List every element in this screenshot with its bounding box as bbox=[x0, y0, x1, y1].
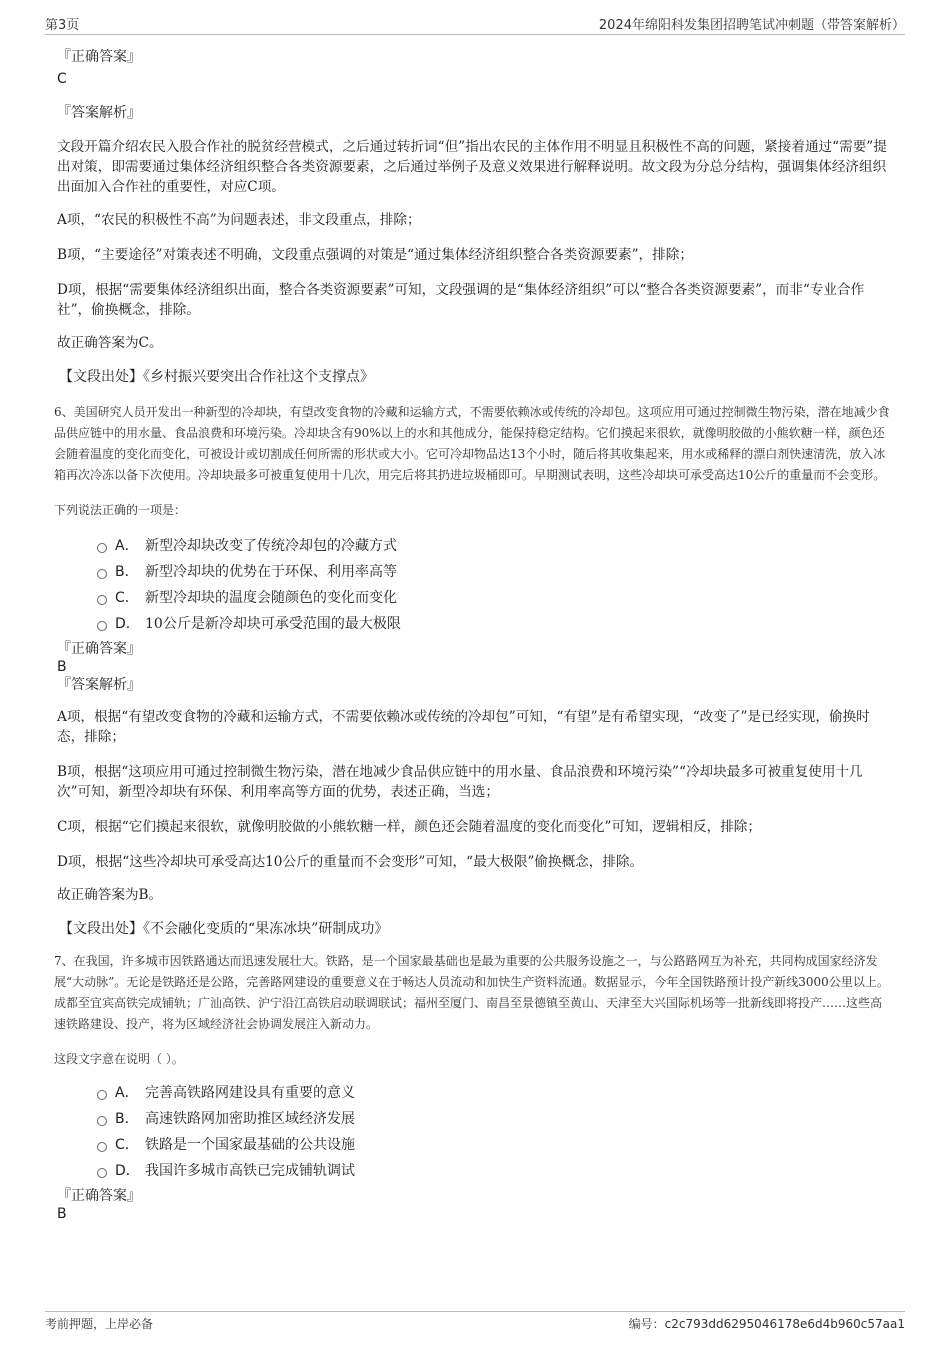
question-stem: 下列说法正确的一项是： bbox=[54, 503, 187, 517]
page-number: 第3页 bbox=[45, 18, 80, 33]
analysis-option-a: A项，根据“有望改变食物的冷藏和运输方式，不需要依赖冰或传统的冷却包”可知，“有望”是有希望实现，“改变了”是已经实现，偷换时态，排除； bbox=[57, 709, 870, 745]
analysis-option-b: B项，“主要途径”对策表述不明确，文段重点强调的对策是“通过集体经济组织整合各类资源要素”，排除； bbox=[57, 247, 693, 263]
analysis-option-a: A项，“农民的积极性不高”为问题表述，非文段重点，排除； bbox=[57, 212, 421, 228]
analysis-conclusion: 故正确答案为B。 bbox=[57, 887, 163, 903]
option-b[interactable]: B． 高速铁路网加密助推区域经济发展 bbox=[57, 1106, 890, 1132]
correct-answer-value: B bbox=[57, 659, 67, 675]
radio-button-icon[interactable] bbox=[97, 621, 107, 631]
option-d[interactable]: D． 10公斤是新冷却块可承受范围的最大极限 bbox=[57, 611, 890, 637]
radio-button-icon[interactable] bbox=[97, 1168, 107, 1178]
option-list bbox=[57, 1080, 890, 1184]
answer-analysis-label: 『答案解析』 bbox=[57, 677, 141, 693]
correct-answer-label: 『正确答案』 bbox=[57, 49, 141, 65]
answer-analysis-label: 『答案解析』 bbox=[57, 105, 141, 121]
question-stem: 这段文字意在说明（ ）。 bbox=[54, 1052, 184, 1066]
analysis-option-d: D项，根据“需要集体经济组织出面，整合各类资源要素”可知，文段强调的是“集体经济组织”可以“整合各类资源要素”，而非“专业合作社”，偷换概念，排除。 bbox=[57, 282, 865, 318]
radio-button-icon[interactable] bbox=[97, 595, 107, 605]
analysis-option-d: D项，根据“这些冷却块可承受高达10公斤的重量而不会变形”可知，“最大极限”偷换概念，排除。 bbox=[57, 854, 644, 870]
document-title: 2024年绵阳科发集团招聘笔试冲刺题（带答案解析） bbox=[598, 18, 905, 33]
radio-button-icon[interactable] bbox=[97, 569, 107, 579]
radio-button-icon[interactable] bbox=[97, 543, 107, 553]
correct-answer-label: 『正确答案』 bbox=[57, 641, 141, 657]
analysis-paragraph: 文段开篇介绍农民入股合作社的脱贫经营模式，之后通过转折词“但”指出农民的主体作用不明显且积极性不高的问题，紧接着通过“需要”提出对策，即需要通过集体经济组织整合各类资源要素，之后通过举例子及意义效果进行解释说明。故文段为分总分结构，强调集体经济组织出面加入合作社的重要性，对应C项。 bbox=[57, 139, 887, 195]
radio-button-icon[interactable] bbox=[97, 1090, 107, 1100]
analysis-conclusion: 故正确答案为C。 bbox=[57, 335, 163, 351]
option-list bbox=[57, 533, 890, 637]
option-b[interactable]: B． 新型冷却块的优势在于环保、利用率高等 bbox=[57, 559, 890, 585]
option-d[interactable]: D． 我国许多城市高铁已完成铺轨调试 bbox=[57, 1158, 890, 1184]
correct-answer-label: 『正确答案』 bbox=[57, 1188, 141, 1204]
option-c[interactable]: C． 新型冷却块的温度会随颜色的变化而变化 bbox=[57, 585, 890, 611]
analysis-option-b: B项，根据“这项应用可通过控制微生物污染，潜在地减少食品供应链中的用水量、食品浪费和环境污染”“冷却块最多可被重复使用十几次”可知，新型冷却块有环保、利用率高等方面的优势，表述正确，当选； bbox=[57, 764, 863, 800]
question-passage: 7、在我国，许多城市因铁路通达而迅速发展壮大。铁路，是一个国家最基础也是最为重要的公共服务设施之一，与公路路网互为补充，共同构成国家经济发展“大动脉”。无论是铁路还是公路，完善路网建设的重要意义在于畅达人员流动和加快生产资料流通。数据显示，今年全国铁路预计投产新线3000公里以上。成都至宜宾高铁完成铺轨；广汕高铁、沪宁沿江高铁启动联调联试；福州至厦门、南昌至景德镇至黄山、天津至大兴国际机场等一批新线即将投产……这些高速铁路建设、投产，将为区域经济社会协调发展注入新动力。 bbox=[54, 954, 889, 1031]
footer-slogan: 考前押题，上岸必备 bbox=[45, 1317, 154, 1331]
option-c[interactable]: C． 铁路是一个国家最基础的公共设施 bbox=[57, 1132, 890, 1158]
correct-answer-value: B bbox=[57, 1206, 67, 1222]
option-a[interactable]: A． 完善高铁路网建设具有重要的意义 bbox=[57, 1080, 890, 1106]
document-id: 编号：c2c793dd6295046178e6d4b960c57aa1 bbox=[628, 1317, 905, 1331]
page-header bbox=[45, 14, 905, 35]
question-passage: 6、美国研究人员开发出一种新型的冷却块，有望改变食物的冷藏和运输方式，不需要依赖冰或传统的冷却包。这项应用可通过控制微生物污染，潜在地减少食品供应链中的用水量、食品浪费和环境污染。冷却块含有90%以上的水和其他成分，能保持稳定结构。它们摸起来很软，就像明胶做的小熊软糖一样，颜色还会随着温度的变化而变化，可被设计或切割成任何所需的形状或大小。它可冷却物品达13个小时，随后将其收集起来，用水或稀释的漂白剂快速清洗，放入冰箱再次冷冻以备下次使用。冷却块最多可被重复使用十几次，用完后将其扔进垃圾桶即可。早期测试表明，这些冷却块可承受高达10公斤的重量而不会变形。 bbox=[54, 405, 890, 482]
radio-button-icon[interactable] bbox=[97, 1142, 107, 1152]
analysis-option-c: C项，根据“它们摸起来很软，就像明胶做的小熊软糖一样，颜色还会随着温度的变化而变化”可知，逻辑相反，排除； bbox=[57, 819, 761, 835]
document-body bbox=[54, 45, 890, 1223]
radio-button-icon[interactable] bbox=[97, 1116, 107, 1126]
option-a[interactable]: A． 新型冷却块改变了传统冷却包的冷藏方式 bbox=[57, 533, 890, 559]
passage-source: 【文段出处】《乡村振兴要突出合作社这个支撑点》 bbox=[59, 369, 374, 385]
passage-source: 【文段出处】《不会融化变质的“果冻冰块”研制成功》 bbox=[59, 921, 389, 937]
correct-answer-value: C bbox=[57, 71, 67, 87]
page-footer bbox=[45, 1311, 905, 1334]
